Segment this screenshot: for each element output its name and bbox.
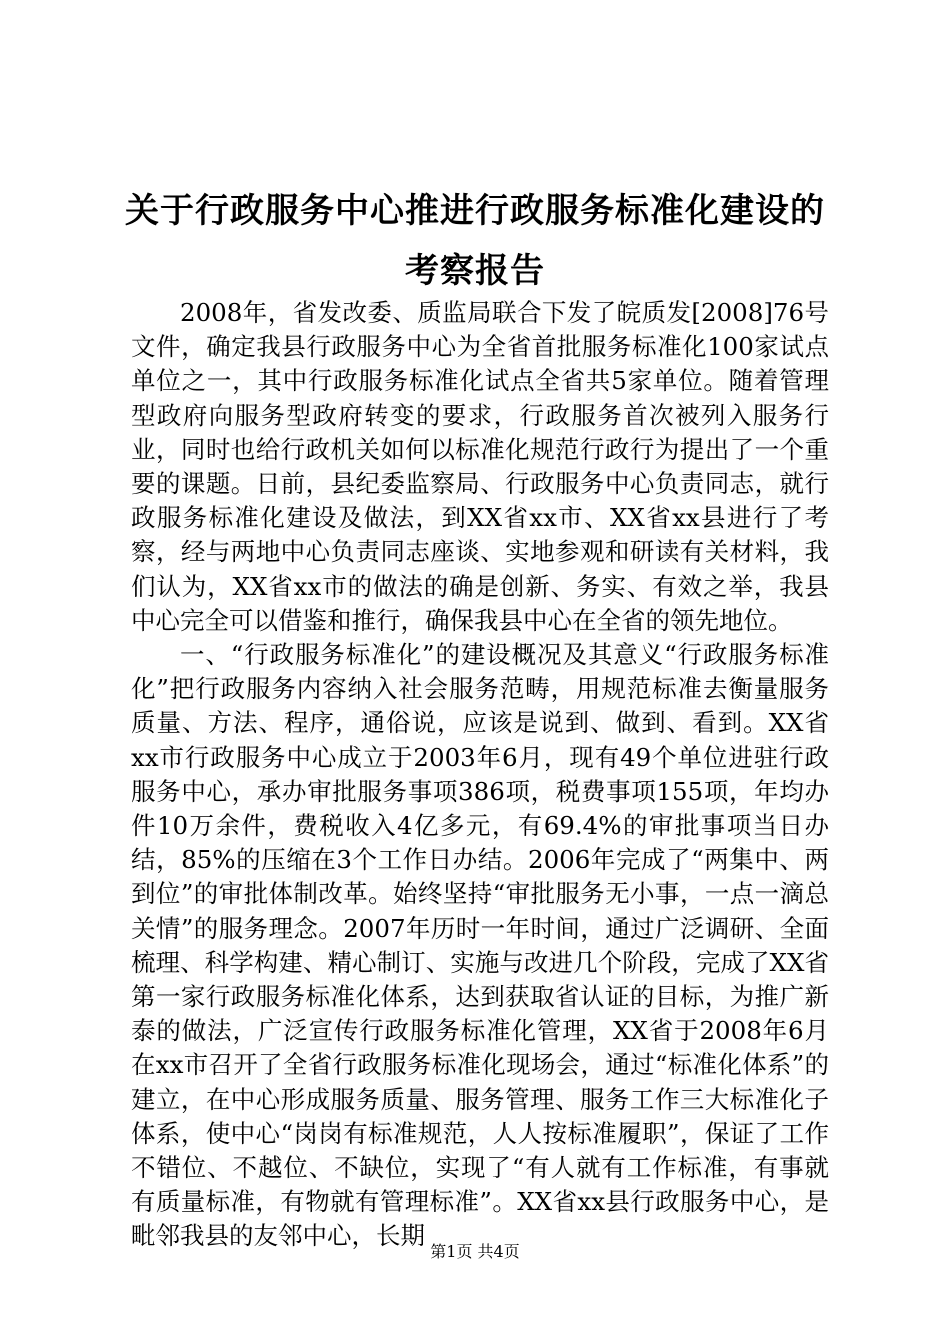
page-number-footer: 第1页 共4页 — [430, 1242, 520, 1261]
paragraph-intro: 2008年，省发改委、质监局联合下发了皖质发[2008]76号文件，确定我县行政服务中心为全省首批服务标准化100家试点单位之一，其中行政服务标准化试点全省共5家单位。随着管理型政府向服务型政府转变的要求，行政服务首次被列入服务行业，同时也给行政机关如何以标准化规范行政行为提出了一个重要的课题。日前，县纪委监察局、行政服务中心负责同志，就行政服务标准化建设及做法，到XX省xx市、XX省xx县进行了考察，经与两地中心负责同志座谈、实地参观和研读有关材料，我们认为，XX省xx市的做法的确是创新、务实、有效之举，我县中心完全可以借鉴和推行，确保我县中心在全省的领先地位。 — [131, 298, 829, 635]
paragraph-section-1: 一、“行政服务标准化”的建设概况及其意义“行政服务标准化”把行政服务内容纳入社会服务范畴，用规范标准去衡量服务质量、方法、程序，通俗说，应该是说到、做到、看到。XX省xx市行政服务中心成立于2003年6月，现有49个单位进驻行政服务中心，承办审批服务事项386项，税费事项155项，年均办件10万余件，费税收入4亿多元，有69.4%的审批事项当日办结，85%的压缩在3个工作日办结。2006年完成了“两集中、两到位”的审批体制改革。始终坚持“审批服务无小事，一点一滴总关情”的服务理念。2007年历时一年时间，通过广泛调研、全面梳理、科学构建、精心制订、实施与改进几个阶段，完成了XX省第一家行政服务标准化体系，达到获取省认证的目标，为推广新泰的做法，广泛宣传行政服务标准化管理，XX省于2008年6月在xx市召开了全省行政服务标准化现场会，通过“标准化体系”的建立，在中心形成服务质量、服务管理、服务工作三大标准化子体系，使中心“岗岗有标准规范，人人按标准履职”，保证了工作不错位、不越位、不缺位，实现了“有人就有工作标准，有事就有质量标准，有物就有管理标准”。XX省xx县行政服务中心，是毗邻我县的友邻中心，长期 — [131, 640, 829, 1251]
document-title-line-2: 考察报告 — [405, 251, 545, 291]
document-body — [131, 296, 829, 1254]
document-title-line-1: 关于行政服务中心推进行政服务标准化建设的 — [125, 191, 825, 231]
